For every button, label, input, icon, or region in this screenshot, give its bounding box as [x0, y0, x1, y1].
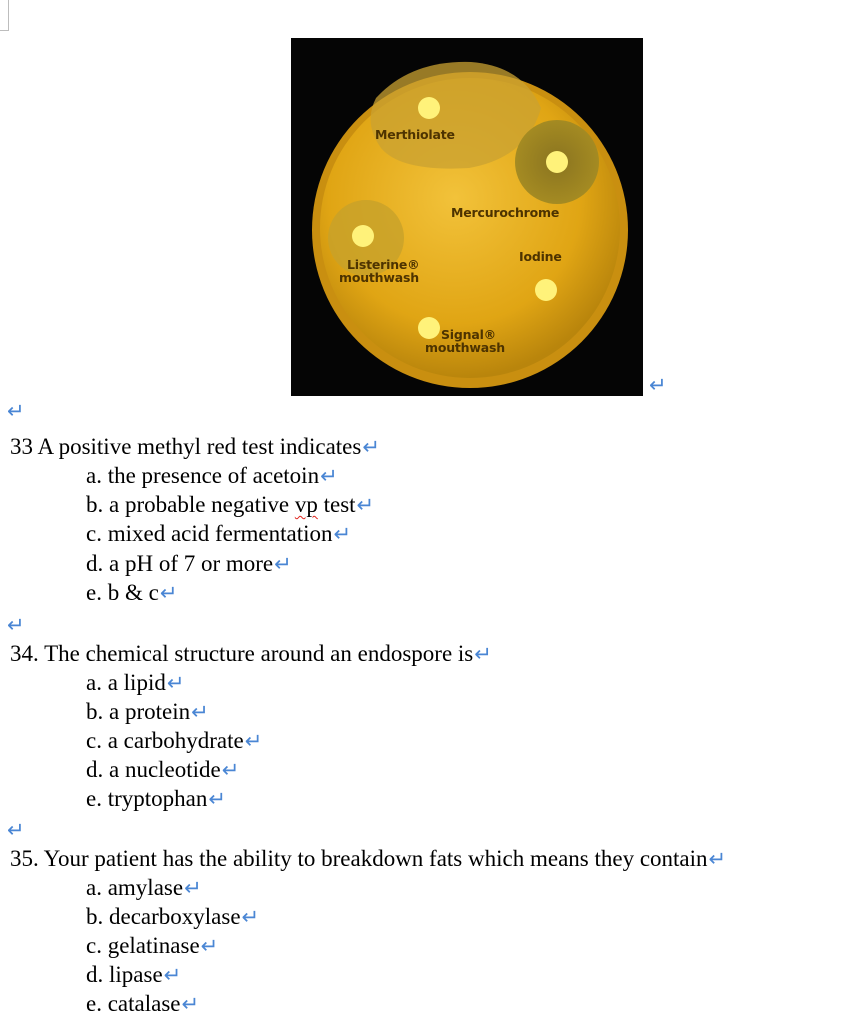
q34-option-a	[86, 669, 184, 697]
option-text: a. the presence of acetoin	[86, 463, 320, 488]
question-text: 35. Your patient has the ability to breakdown fats which means they contain	[10, 846, 708, 871]
blank-line	[6, 397, 25, 425]
option-text: d. lipase	[86, 962, 163, 987]
label-listerine-sub: mouthwash	[339, 270, 419, 285]
q34-option-c	[86, 727, 262, 755]
q33-option-b	[86, 491, 374, 519]
paragraph-mark: ↵	[221, 758, 240, 782]
iodine-disk	[535, 279, 557, 301]
paragraph-mark: ↵	[333, 522, 352, 546]
paragraph-mark: ↵	[274, 552, 292, 576]
question-text: 33 A positive methyl red test indicates	[10, 434, 362, 459]
paragraph-mark: ↵	[320, 464, 338, 488]
paragraph-mark: ↵	[184, 876, 202, 900]
listerine-disk	[352, 225, 374, 247]
spellcheck-flagged-word: vp	[294, 492, 318, 517]
paragraph-mark: ↵	[159, 581, 178, 605]
option-text: c. mixed acid fermentation	[86, 521, 333, 546]
label-listerine: Listerine®	[347, 257, 420, 272]
q35-option-d	[86, 961, 181, 989]
q34-option-b	[86, 698, 209, 726]
q33-option-d	[86, 550, 292, 578]
paragraph-mark: ↵	[7, 399, 25, 423]
option-text: d. a pH of 7 or more	[86, 551, 274, 576]
blank-line	[6, 611, 25, 639]
paragraph-mark: ↵	[241, 905, 260, 929]
paragraph-mark: ↵	[362, 435, 380, 459]
option-text: e. catalase	[86, 991, 181, 1016]
q34-option-e	[86, 785, 226, 813]
q33-option-a	[86, 462, 338, 490]
question-text: 34. The chemical structure around an endospore is	[10, 641, 474, 666]
q33-option-c	[86, 520, 351, 548]
paragraph-mark: ↵	[208, 787, 226, 811]
q35-option-b	[86, 903, 259, 931]
option-text: c. gelatinase	[86, 933, 200, 958]
signal-disk	[418, 317, 440, 339]
petri-dish-figure	[291, 38, 643, 396]
option-text: d. a nucleotide	[86, 757, 221, 782]
page-corner-mark	[0, 0, 9, 31]
option-text: e. b & c	[86, 580, 159, 605]
option-text: e. tryptophan	[86, 786, 208, 811]
paragraph-mark: ↵	[191, 700, 209, 724]
question-33-stem	[10, 433, 380, 461]
mercurochrome-disk	[546, 151, 568, 173]
question-34-stem	[10, 640, 492, 668]
option-text: c. a carbohydrate	[86, 728, 244, 753]
label-signal: Signal®	[441, 327, 496, 342]
paragraph-mark: ↵	[181, 992, 200, 1016]
option-text: b. a protein	[86, 699, 191, 724]
paragraph-mark: ↵	[708, 847, 727, 871]
label-signal-sub: mouthwash	[425, 340, 505, 355]
option-text: a. amylase	[86, 875, 184, 900]
label-merthiolate: Merthiolate	[375, 127, 455, 142]
paragraph-mark: ↵	[474, 642, 492, 666]
paragraph-mark: ↵	[166, 671, 185, 695]
paragraph-mark: ↵	[356, 493, 375, 517]
option-text: b. decarboxylase	[86, 904, 241, 929]
figure-paragraph-mark: ↵	[649, 373, 667, 397]
q33-option-e	[86, 579, 177, 607]
paragraph-mark: ↵	[163, 963, 182, 987]
blank-line	[6, 816, 25, 844]
paragraph-mark: ↵	[7, 818, 25, 842]
option-text: a. a lipid	[86, 670, 166, 695]
paragraph-mark: ↵	[244, 729, 263, 753]
option-text: test	[317, 492, 356, 517]
q35-option-c	[86, 932, 218, 960]
q34-option-d	[86, 756, 239, 784]
q35-option-a	[86, 874, 202, 902]
paragraph-mark: ↵	[200, 934, 219, 958]
label-mercurochrome: Mercurochrome	[451, 205, 560, 220]
question-35-stem	[10, 845, 726, 873]
option-text: b. a probable negative	[86, 492, 295, 517]
paragraph-mark: ↵	[7, 613, 25, 637]
label-iodine: Iodine	[519, 249, 562, 264]
q35-option-e	[86, 990, 199, 1018]
merthiolate-disk	[418, 97, 440, 119]
